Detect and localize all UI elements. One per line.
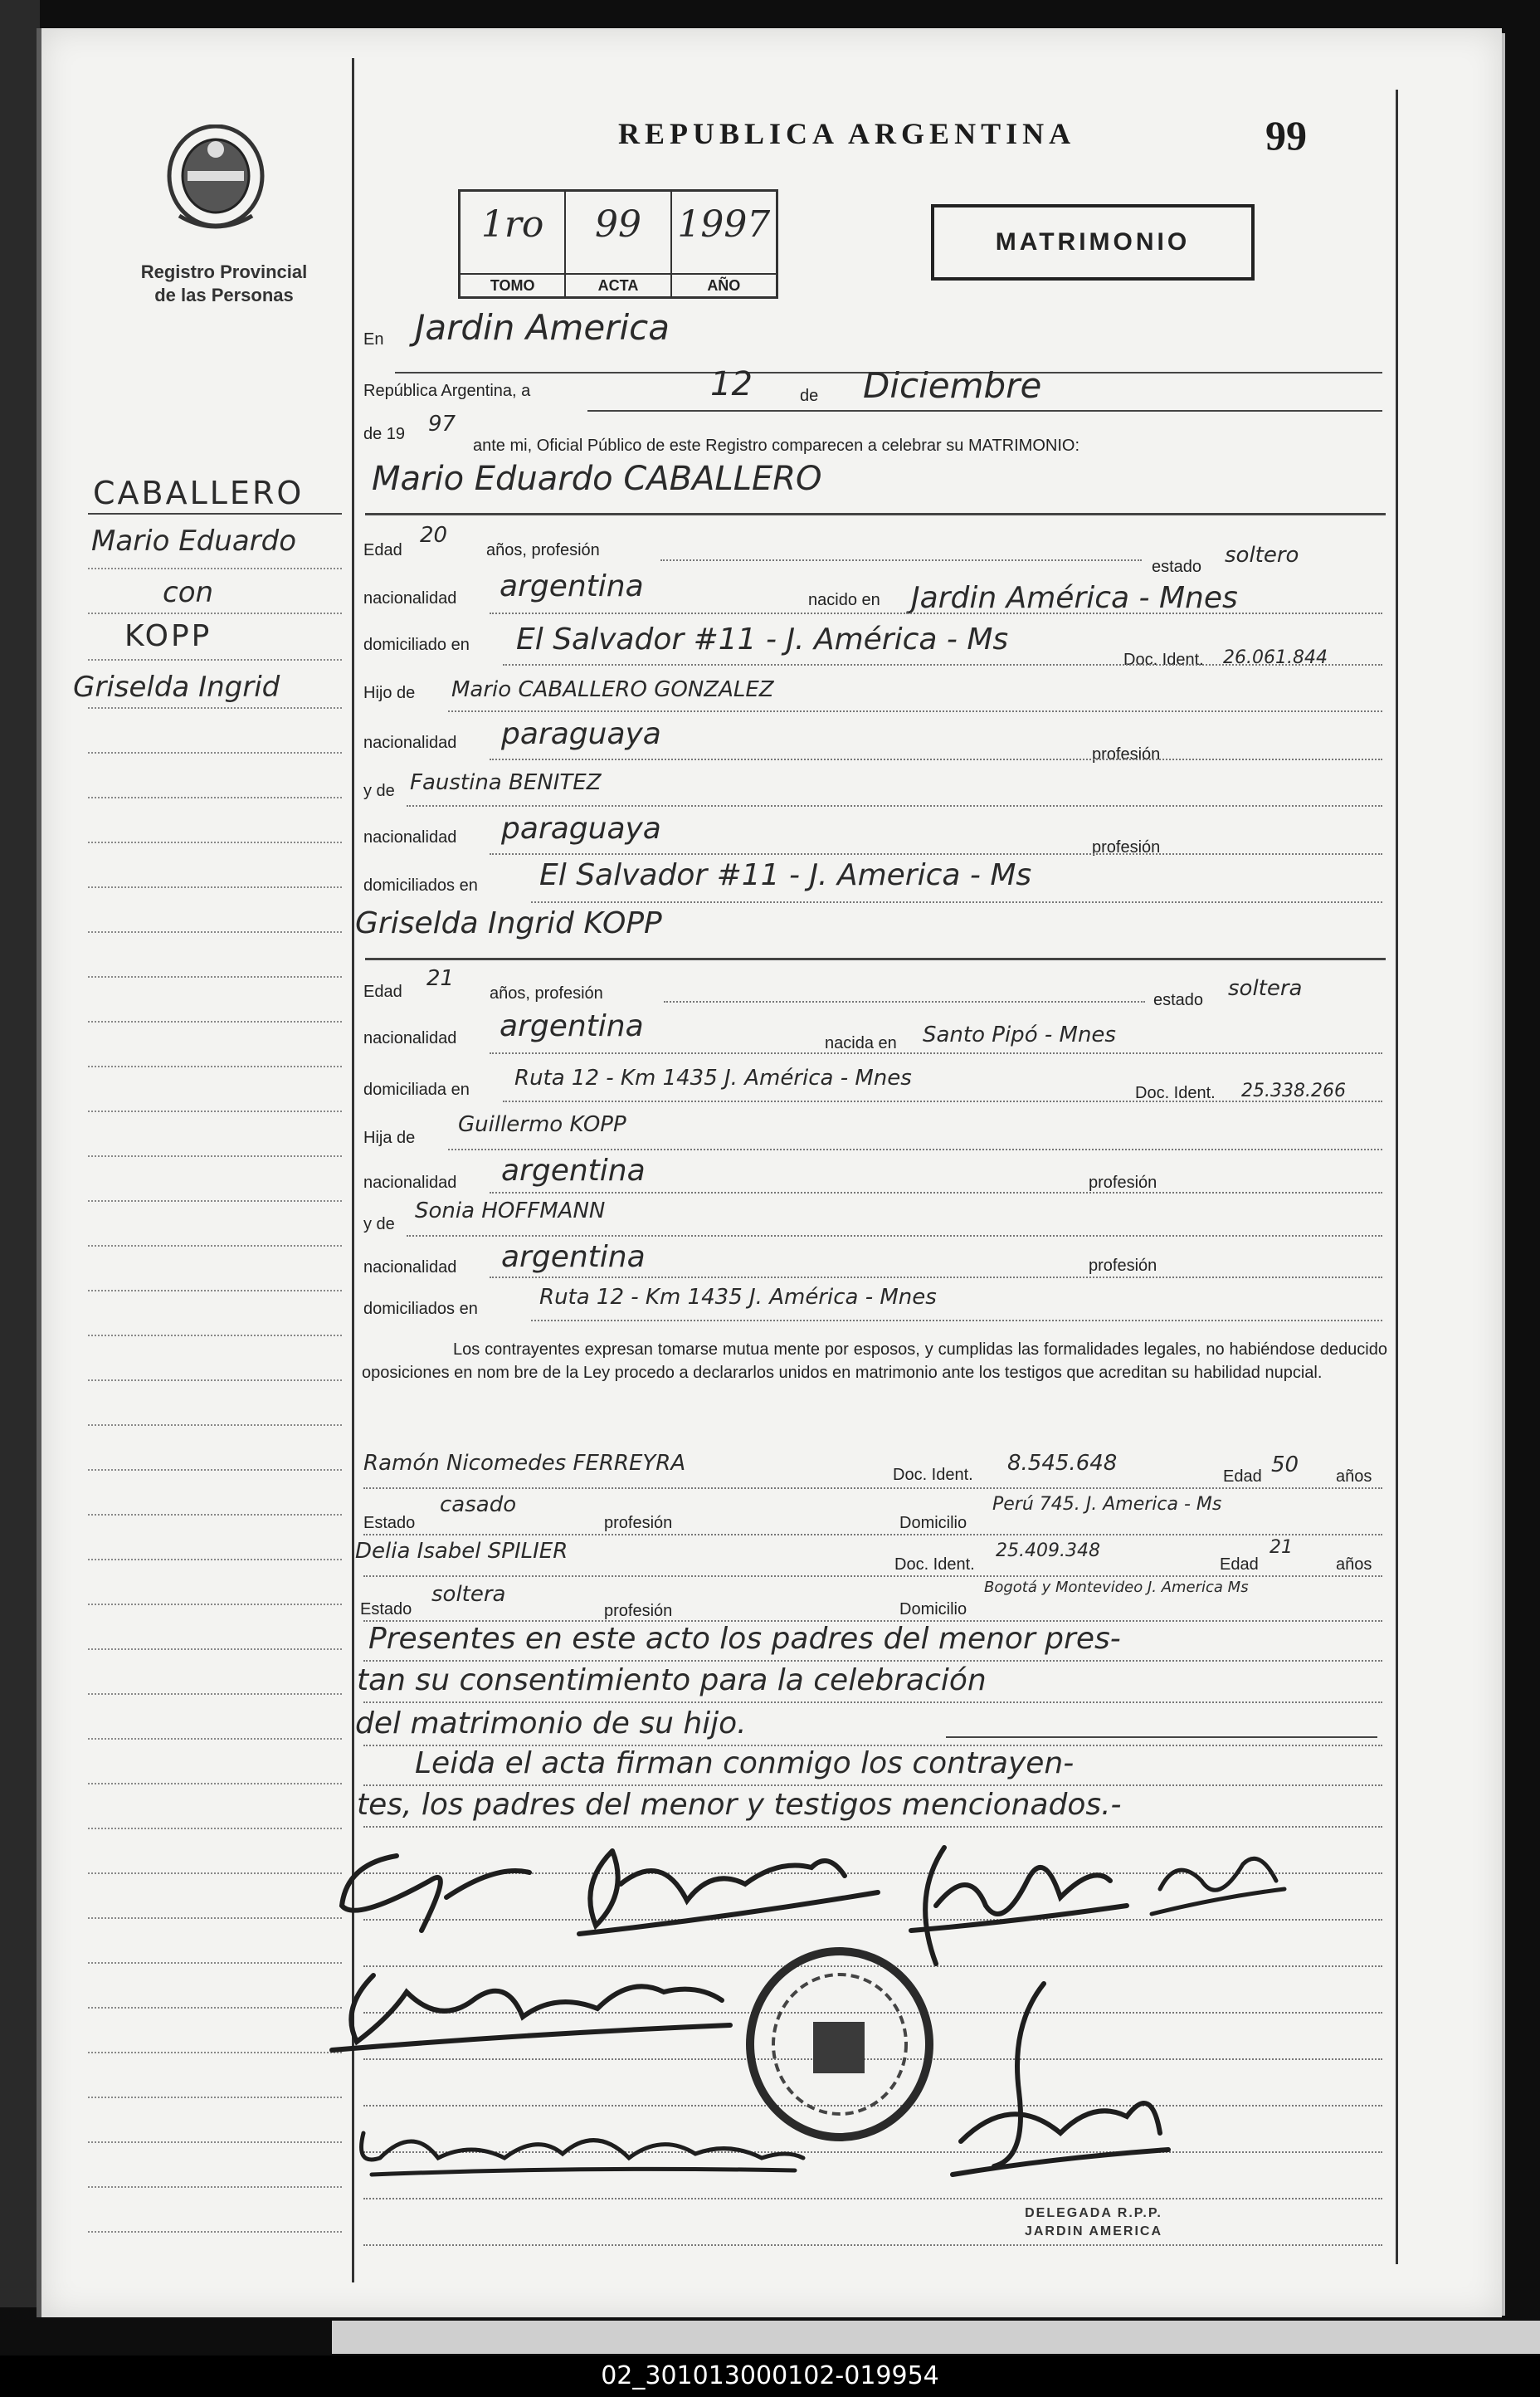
witness1-anos-label: años — [1336, 1467, 1372, 1486]
note-line-4: Leida el acta firman conmigo los contrayen- — [415, 1746, 1075, 1780]
coat-of-arms-icon — [163, 124, 269, 241]
signature-bride — [563, 1834, 886, 1942]
bride-nacida: Santo Pipó - Mnes — [923, 1023, 1116, 1047]
witness1-age: 50 — [1271, 1452, 1299, 1477]
groom-yde-label: y de — [363, 782, 395, 800]
form-line — [363, 1784, 1382, 1786]
margin-given-1: Mario Eduardo — [91, 525, 297, 558]
groom-estado: soltero — [1225, 543, 1299, 568]
form-line — [363, 1660, 1382, 1662]
margin-line — [88, 1962, 342, 1964]
bride-doc-label: Doc. Ident. — [1135, 1084, 1216, 1102]
note-line-5: tes, los padres del menor y testigos mencionados.- — [357, 1788, 1122, 1822]
year-prefix: de 19 — [363, 425, 406, 443]
witness2-edad-label: Edad — [1220, 1555, 1259, 1574]
form-line — [363, 1487, 1382, 1489]
margin-line — [88, 1648, 342, 1650]
bride-mother-prof-label: profesión — [1089, 1257, 1157, 1275]
margin-line — [88, 1604, 342, 1605]
groom-name: Mario Eduardo CABALLERO — [372, 460, 822, 498]
registry-name — [100, 261, 348, 307]
record-type-box: MATRIMONIO — [931, 204, 1255, 281]
margin-line — [88, 1335, 342, 1336]
signature-groom — [330, 1831, 546, 1947]
groom-edad-label: Edad — [363, 541, 402, 559]
place-value: Jardin America — [415, 307, 670, 348]
margin-line — [88, 1917, 342, 1919]
groom-mother-nac: paraguaya — [501, 812, 661, 846]
witness1-dom-label: Domicilio — [899, 1514, 967, 1532]
tomo-value: 1ro — [480, 203, 544, 246]
margin-line — [88, 1379, 342, 1381]
margin-line — [88, 1738, 342, 1740]
margin-line — [88, 976, 342, 978]
form-line — [664, 1001, 1145, 1003]
groom-father: Mario CABALLERO GONZALEZ — [451, 677, 774, 702]
form-line — [363, 1534, 1382, 1535]
bride-name: Griselda Ingrid KOPP — [355, 906, 662, 940]
month-value: Diciembre — [863, 365, 1042, 406]
margin-surname-1: CABALLERO — [93, 475, 305, 511]
witness1-estado-label: Estado — [363, 1514, 416, 1532]
signature-officer — [928, 1975, 1177, 2183]
day-value: 12 — [710, 365, 753, 403]
de-label: de — [800, 387, 819, 405]
acta-cell — [566, 192, 671, 296]
form-line — [363, 2244, 1382, 2246]
delegation-line-2: JARDIN AMERICA — [1024, 2224, 1163, 2238]
bride-nac-label: nacionalidad — [363, 1029, 457, 1047]
signature-witness-1 — [1143, 1839, 1293, 1931]
book-spine — [0, 0, 40, 2307]
groom-hijo-label: Hijo de — [363, 684, 416, 702]
bride-parents-dom: Ruta 12 - Km 1435 J. América - Mnes — [539, 1285, 937, 1310]
ano-cell — [672, 192, 776, 296]
margin-line — [88, 1424, 342, 1426]
tomo-cell — [461, 192, 566, 296]
witness2-anos-label: años — [1336, 1555, 1372, 1574]
section-rule — [365, 958, 1386, 960]
delegation-stamp-text — [969, 2204, 1218, 2241]
form-line — [490, 1277, 1382, 1278]
witness2-domicilio: Bogotá y Montevideo J. America Ms — [984, 1579, 1249, 1596]
margin-line — [88, 1469, 342, 1471]
margin-line — [88, 1828, 342, 1829]
bride-father-prof-label: profesión — [1089, 1174, 1157, 1192]
closing-line — [946, 1736, 1377, 1738]
bride-father-nac: argentina — [501, 1154, 646, 1188]
witness1-name: Ramón Nicomedes FERREYRA — [363, 1451, 686, 1476]
official-stamp — [743, 1945, 936, 2143]
bride-doc: 25.338.266 — [1241, 1081, 1346, 1101]
witness1-prof-label: profesión — [604, 1514, 673, 1532]
margin-surname-2: KOPP — [124, 619, 212, 653]
ano-value: 1997 — [677, 203, 771, 246]
registry-line-2: de las Personas — [154, 285, 294, 305]
witness1-estado: casado — [440, 1492, 517, 1517]
delegation-line-1: DELEGADA R.P.P. — [1025, 2206, 1162, 2220]
form-line — [363, 1701, 1382, 1703]
witness2-prof-label: profesión — [604, 1602, 673, 1620]
bride-mother-nac: argentina — [501, 1240, 646, 1274]
bride-nacionalidad: argentina — [500, 1009, 644, 1043]
declaration-text: Los contrayentes expresan tomarse mutua mente por esposos, y cumplidas las formalidades legales, no habiéndose deducido oposiciones en nom bre de la Ley procedo a declararlos unidos en matrimonio ante los testigos que acreditan su habilidad nupcial. — [362, 1340, 1387, 1382]
margin-line — [88, 1200, 342, 1202]
groom-mother-prof-label: profesión — [1092, 838, 1161, 857]
groom-estado-label: estado — [1152, 558, 1202, 576]
witness2-estado: soltera — [431, 1582, 506, 1607]
bride-mother: Sonia HOFFMANN — [415, 1198, 606, 1223]
ano-label: AÑO — [672, 273, 776, 296]
margin-line — [88, 707, 342, 709]
right-rule — [1396, 90, 1398, 2264]
form-line — [363, 1575, 1382, 1577]
republica-label: República Argentina, a — [363, 382, 531, 400]
groom-parents-dom-label: domiciliados en — [363, 876, 478, 895]
form-line — [503, 1101, 1382, 1102]
groom-domicilio: El Salvador #11 - J. América - Ms — [516, 622, 1009, 657]
witness2-doc: 25.409.348 — [996, 1540, 1100, 1561]
bride-father-nac-label: nacionalidad — [363, 1174, 457, 1192]
intro-text: ante mi, Oficial Público de este Registro comparecen a celebrar su MATRIMONIO: — [473, 437, 1080, 455]
margin-line — [88, 568, 342, 569]
margin-line — [88, 886, 342, 888]
signature-witness-2 — [324, 1942, 738, 2067]
groom-father-nac: paraguaya — [501, 717, 661, 751]
bride-yde-label: y de — [363, 1215, 395, 1233]
en-label: En — [363, 330, 384, 349]
witness1-doc: 8.545.648 — [1007, 1451, 1118, 1476]
groom-dom-label: domiciliado en — [363, 636, 470, 654]
bride-dom-label: domiciliada en — [363, 1081, 470, 1099]
form-line — [490, 1052, 1382, 1054]
margin-line — [88, 797, 342, 798]
margin-line — [88, 1872, 342, 1874]
witness2-estado-label: Estado — [360, 1600, 412, 1618]
bride-parents-dom-label: domiciliados en — [363, 1300, 478, 1318]
margin-line — [88, 1066, 342, 1067]
form-line — [490, 759, 1382, 760]
witness1-domicilio: Perú 745. J. America - Ms — [992, 1494, 1222, 1515]
tomo-label: TOMO — [461, 273, 564, 296]
form-line — [587, 410, 1382, 412]
groom-nacido: Jardin América - Mnes — [911, 581, 1238, 615]
groom-doc-label: Doc. Ident. — [1123, 651, 1204, 669]
witness2-name: Delia Isabel SPILIER — [355, 1539, 568, 1564]
margin-line — [88, 1559, 342, 1560]
margin-given-2: Griselda Ingrid — [73, 671, 280, 704]
note-line-2: tan su consentimiento para la celebración — [357, 1663, 987, 1697]
margin-line — [88, 842, 342, 843]
margin-line — [88, 1155, 342, 1157]
form-line — [531, 901, 1382, 903]
margin-con: con — [163, 576, 214, 609]
margin-line — [88, 2231, 342, 2233]
margin-line — [88, 1245, 342, 1247]
margin-line — [88, 1111, 342, 1112]
groom-mother: Faustina BENITEZ — [410, 770, 602, 795]
groom-doc: 26.061.844 — [1223, 647, 1328, 668]
form-line — [407, 1235, 1382, 1237]
margin-line — [88, 1783, 342, 1784]
bride-domicilio: Ruta 12 - Km 1435 J. América - Mnes — [514, 1066, 912, 1091]
form-line — [363, 2198, 1382, 2199]
groom-nacionalidad: argentina — [500, 569, 644, 603]
record-reference-box — [458, 189, 778, 299]
margin-line — [88, 2007, 342, 2009]
groom-nac-label: nacionalidad — [363, 589, 457, 608]
form-line — [363, 1826, 1382, 1828]
margin-line — [88, 752, 342, 754]
bride-estado-label: estado — [1153, 991, 1204, 1009]
bride-father: Guillermo KOPP — [458, 1112, 626, 1137]
note-line-3: del matrimonio de su hijo. — [355, 1706, 747, 1740]
form-line — [490, 1192, 1382, 1194]
witness2-age: 21 — [1270, 1537, 1293, 1558]
groom-mother-nac-label: nacionalidad — [363, 828, 457, 847]
form-line — [407, 805, 1382, 807]
note-line-1: Presentes en este acto los padres del menor pres- — [368, 1622, 1121, 1656]
margin-line — [88, 2097, 342, 2098]
registry-line-1: Registro Provincial — [140, 261, 308, 282]
form-line — [448, 710, 1382, 712]
margin-line — [88, 659, 342, 661]
year-suffix: 97 — [428, 412, 456, 437]
margin-line — [88, 613, 342, 614]
form-line — [448, 1149, 1382, 1150]
bride-age: 21 — [426, 966, 455, 991]
acta-label: ACTA — [566, 273, 670, 296]
witness1-doc-label: Doc. Ident. — [893, 1466, 973, 1484]
groom-anos-label: años, profesión — [486, 541, 600, 559]
groom-father-prof-label: profesión — [1092, 745, 1161, 764]
section-rule — [365, 513, 1386, 515]
country-heading: REPUBLICA ARGENTINA — [618, 117, 1076, 150]
form-line — [503, 664, 1382, 666]
bride-edad-label: Edad — [363, 983, 402, 1001]
margin-underline — [88, 513, 342, 515]
witness2-doc-label: Doc. Ident. — [894, 1555, 975, 1574]
groom-age: 20 — [420, 523, 448, 548]
form-line — [531, 1320, 1382, 1321]
margin-line — [88, 1021, 342, 1023]
form-line — [490, 853, 1382, 855]
witness2-dom-label: Domicilio — [899, 1600, 967, 1618]
bride-hija-label: Hija de — [363, 1129, 416, 1147]
witness1-edad-label: Edad — [1223, 1467, 1262, 1486]
form-line — [490, 613, 1382, 614]
signature-mother — [347, 2108, 811, 2183]
margin-line — [88, 1514, 342, 1516]
margin-line — [88, 2186, 342, 2188]
margin-line — [88, 2052, 342, 2053]
form-line — [660, 559, 1142, 561]
margin-line — [88, 931, 342, 933]
groom-father-nac-label: nacionalidad — [363, 734, 457, 752]
groom-parents-dom: El Salvador #11 - J. America - Ms — [539, 858, 1032, 892]
page-number: 99 — [1265, 112, 1307, 159]
bride-mother-nac-label: nacionalidad — [363, 1258, 457, 1277]
bride-estado: soltera — [1228, 976, 1303, 1001]
acta-value: 99 — [594, 203, 641, 246]
image-filename: 02_301013000102-019954 — [0, 2356, 1540, 2397]
groom-nacido-label: nacido en — [808, 591, 880, 609]
margin-line — [88, 2141, 342, 2143]
book-bottom-edge — [332, 2321, 1540, 2354]
bride-anos-label: años, profesión — [490, 984, 603, 1003]
margin-line — [88, 1693, 342, 1695]
bride-nacida-label: nacida en — [825, 1034, 897, 1052]
margin-line — [88, 1290, 342, 1291]
